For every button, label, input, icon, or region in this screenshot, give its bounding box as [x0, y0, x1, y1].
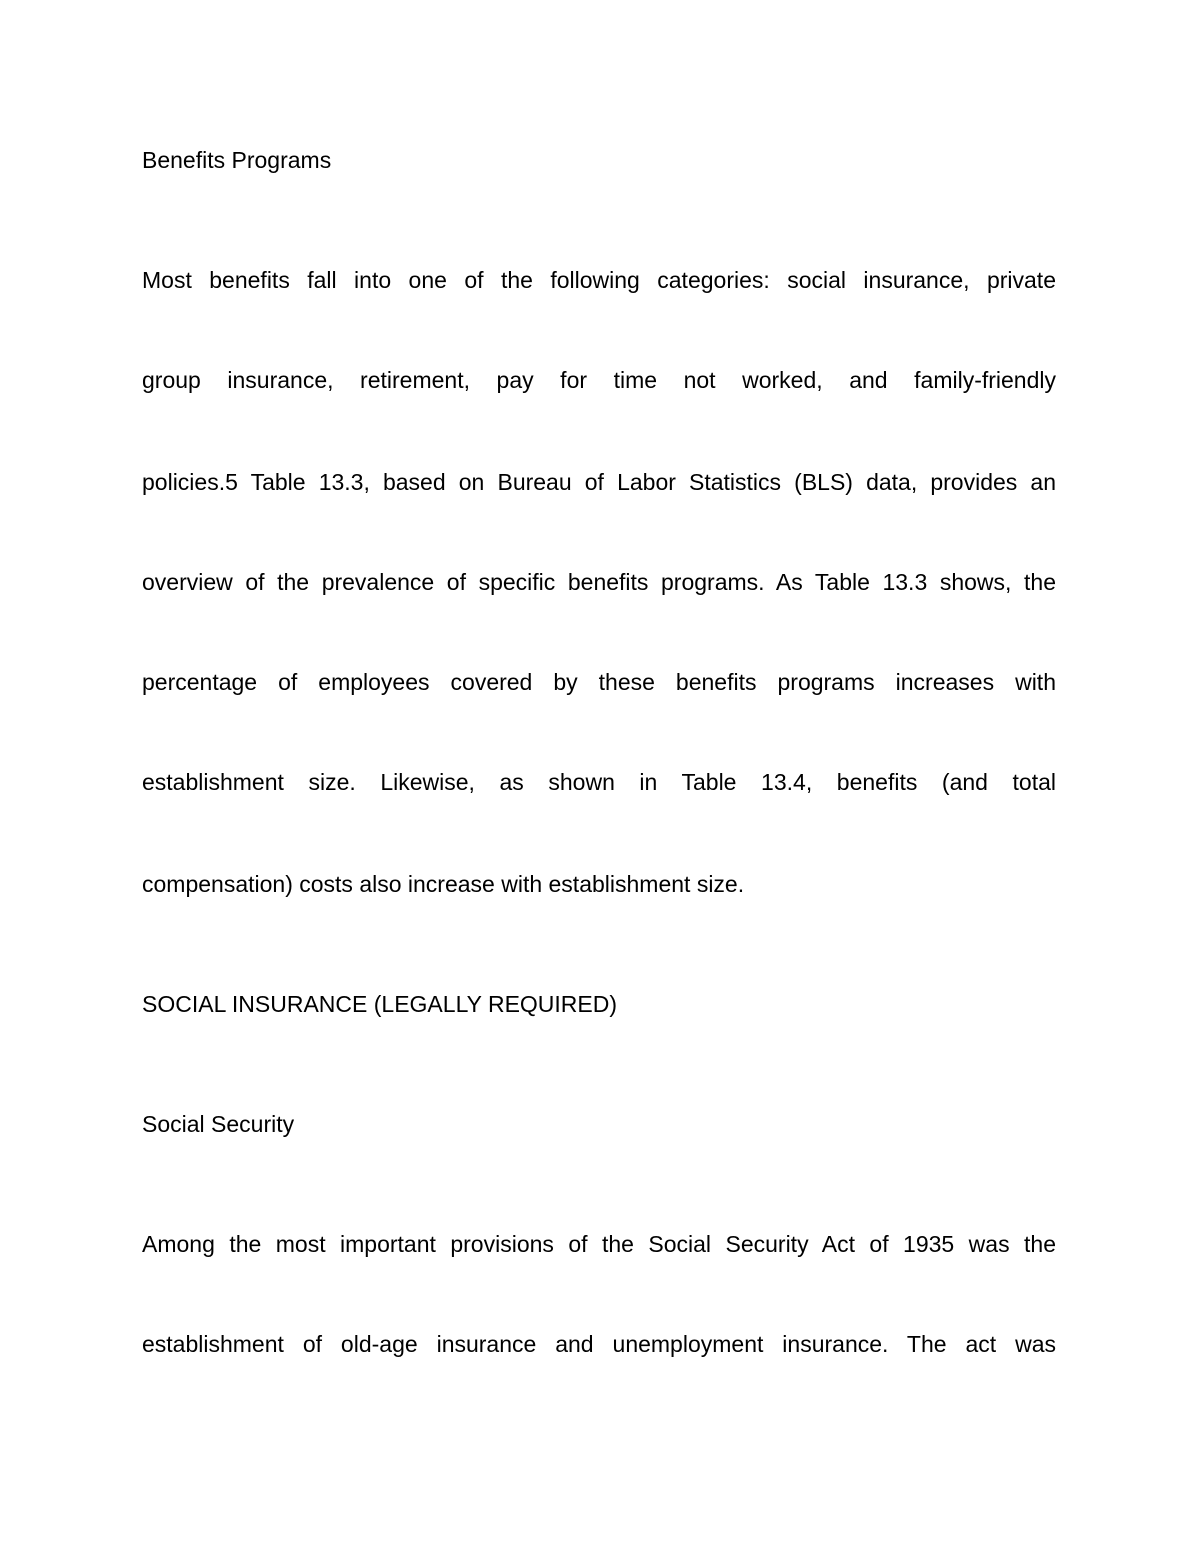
section-heading: SOCIAL INSURANCE (LEGALLY REQUIRED)	[142, 991, 618, 1017]
paragraph-line: establishment of old-age insurance and unemployment insurance. The act was	[142, 1331, 1056, 1357]
paragraph-line: group insurance, retirement, pay for time not worked, and family-friendly	[142, 367, 1056, 393]
subsection-heading: Social Security	[142, 1111, 295, 1137]
paragraph-line: Among the most important provisions of the Social Security Act of 1935 was the	[142, 1231, 1056, 1257]
paragraph-line: percentage of employees covered by these benefits programs increases with	[142, 669, 1056, 695]
document-title: Benefits Programs	[142, 147, 332, 173]
paragraph-line: overview of the prevalence of specific benefits programs. As Table 13.3 shows, the	[142, 569, 1056, 595]
paragraph-line-last: compensation) costs also increase with establishment size.	[142, 871, 745, 897]
paragraph-line: policies.5 Table 13.3, based on Bureau of Labor Statistics (BLS) data, provides an	[142, 469, 1056, 495]
paragraph-line: establishment size. Likewise, as shown in Table 13.4, benefits (and total	[142, 769, 1056, 795]
paragraph-line: Most benefits fall into one of the following categories: social insurance, private	[142, 267, 1056, 293]
